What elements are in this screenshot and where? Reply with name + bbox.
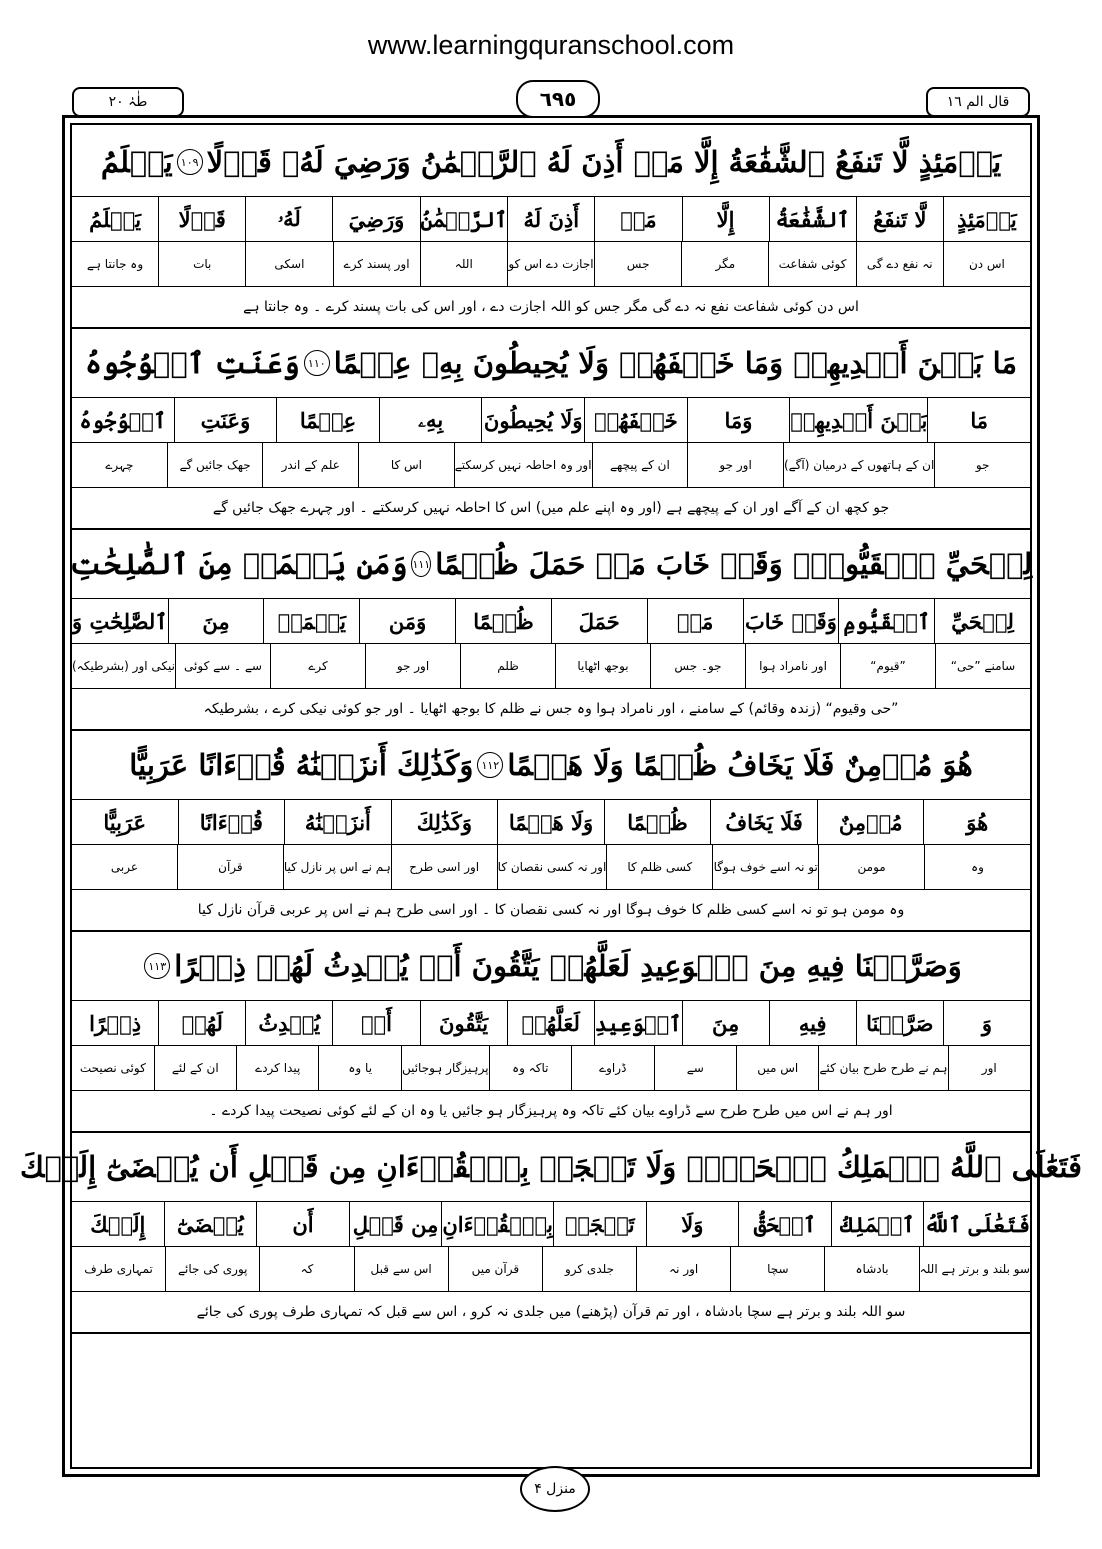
- word-row: [72, 1202, 1030, 1247]
- arabic-word: ذِكۡرًا: [89, 1010, 142, 1036]
- verse-section: [72, 932, 1030, 1133]
- arabic-word: فَلَا يَخَافُ: [710, 800, 817, 844]
- meaning-row: [72, 644, 1030, 689]
- arabic-word: إِلَّا: [682, 197, 769, 241]
- juz-label: قال الم ١٦: [926, 87, 1030, 117]
- arabic-word: أَنزَلۡنَٰهُ: [284, 800, 391, 844]
- arabic-word: يَعۡمَلۡ: [263, 599, 359, 643]
- arabic-word: ٱلشَّفَٰعَةُ: [769, 197, 856, 241]
- arabic-word: وَمَا: [687, 398, 790, 442]
- arabic-word: ظُلۡمًا: [604, 800, 711, 844]
- arabic-word: أَوۡ: [332, 1001, 419, 1045]
- verse-text: مَا بَيۡنَ أَيۡدِيهِمۡ وَمَا خَلۡفَهُمۡ وَلَا يُحِيطُونَ بِهِۦ عِلۡمًا: [333, 346, 1018, 380]
- arabic-word: صَرَّفۡنَا: [856, 1001, 943, 1045]
- urdu-meaning: اور جو: [365, 644, 460, 688]
- arabic-word: ٱلۡوَعِيدِ: [594, 1001, 682, 1045]
- urdu-meaning: تمہاری طرف: [84, 1262, 153, 1276]
- arabic-word: يَوۡمَئِذٍ: [943, 197, 1030, 241]
- arabic-word: فَتَعَٰلَى ٱللَّهُ: [923, 1202, 1030, 1246]
- urdu-meaning: کسی ظلم کا: [606, 845, 712, 889]
- arabic-word: إِلَيۡكَ: [90, 1211, 146, 1237]
- urdu-meaning: پوری کی جائے: [165, 1247, 259, 1291]
- verse-section: [72, 731, 1030, 932]
- urdu-meaning: مگر: [681, 242, 768, 286]
- arabic-word: لَعَلَّهُمۡ: [507, 1001, 594, 1045]
- meaning-row: [72, 242, 1030, 287]
- meaning-row: [72, 443, 1030, 488]
- urdu-translation: اس دن کوئی شفاعت نفع نہ دے گی مگر جس کو اللہ اجازت دے ، اور اس کی بات پسند کرے ۔ وہ جانتا ہے: [243, 299, 859, 315]
- surah-label: طٰہٰ ٢٠: [72, 87, 184, 117]
- urdu-meaning: جلدی کرو: [542, 1247, 636, 1291]
- urdu-meaning: قرآن میں: [448, 1247, 542, 1291]
- verse-section: [72, 329, 1030, 530]
- urdu-meaning: اور: [948, 1046, 1030, 1090]
- arabic-word: لَّا تَنفَعُ: [856, 197, 943, 241]
- urdu-meaning: جس: [594, 242, 681, 286]
- arabic-word: وَلَا يُحِيطُونَ: [481, 398, 584, 442]
- arabic-word: وَلَا: [646, 1202, 739, 1246]
- urdu-meaning: تاکہ وہ: [489, 1046, 571, 1090]
- urdu-meaning: عربی: [110, 860, 139, 874]
- arabic-word: عَرَبِيًّا: [103, 809, 147, 835]
- urdu-meaning: کہ: [259, 1247, 353, 1291]
- urdu-meaning: چہرے: [105, 458, 134, 472]
- arabic-word: يُقۡضَىٰٓ: [164, 1202, 257, 1246]
- urdu-meaning: جو: [934, 443, 1030, 487]
- urdu-meaning: ہم نے طرح طرح بیان کئے: [818, 1046, 947, 1090]
- arabic-word: فِيهِ: [769, 1001, 856, 1045]
- urdu-meaning: ظلم: [460, 644, 555, 688]
- arabic-word: يَتَّقُونَ: [420, 1001, 507, 1045]
- urdu-meaning: جو۔ جس: [650, 644, 745, 688]
- urdu-meaning: ڈراوے: [571, 1046, 653, 1090]
- meaning-row: [72, 845, 1030, 890]
- urdu-meaning: نہ نفع دے گی: [856, 242, 943, 286]
- word-row: [72, 1001, 1030, 1046]
- arabic-word: ٱلۡحَقُّ: [738, 1202, 831, 1246]
- urdu-meaning: اس دن: [943, 242, 1030, 286]
- urdu-meaning: اجازت دے اس کو: [507, 242, 594, 286]
- urdu-meaning: پیدا کردے: [236, 1046, 318, 1090]
- urdu-meaning: اس کا: [358, 443, 454, 487]
- urdu-meaning: سے ۔ سے کوئی: [175, 644, 270, 688]
- arabic-word: مَنۡ: [594, 197, 681, 241]
- urdu-meaning: یا وہ: [318, 1046, 400, 1090]
- verse-section: [20, 1133, 1082, 1334]
- arabic-word: تَعۡجَلۡ: [553, 1202, 646, 1246]
- urdu-meaning: اور پسند کرے: [333, 242, 420, 286]
- urdu-meaning: بوجھ اٹھایا: [555, 644, 650, 688]
- arabic-word: وَكَذَٰلِكَ: [391, 800, 498, 844]
- urdu-meaning: کوئی شفاعت: [768, 242, 855, 286]
- arabic-word: وَرَضِيَ: [332, 197, 419, 241]
- arabic-verse: [69, 530, 1033, 599]
- meaning-row: [72, 1046, 1030, 1091]
- word-row: [72, 197, 1030, 242]
- urdu-meaning: تو نہ اسے خوف ہوگا: [712, 845, 818, 889]
- ayah-number: ١١٣: [144, 953, 170, 979]
- arabic-word: أَن: [256, 1202, 349, 1246]
- verse-section: [69, 530, 1033, 731]
- urdu-meaning: پرہیزگار ہوجائیں: [401, 1046, 489, 1090]
- arabic-word: مَنۡ: [647, 599, 743, 643]
- arabic-word: هُوَ: [923, 800, 1030, 844]
- arabic-word: مِنَ: [168, 599, 264, 643]
- urdu-meaning: وہ: [924, 845, 1030, 889]
- urdu-meaning: سے: [654, 1046, 736, 1090]
- urdu-meaning: سو بلند و برتر ہے اللہ: [919, 1247, 1030, 1291]
- arabic-word: وَ: [943, 1001, 1030, 1045]
- arabic-word: عِلۡمًا: [276, 398, 379, 442]
- arabic-word: لَهُۥ: [245, 197, 332, 241]
- urdu-meaning: ان کے ہاتھوں کے درمیان (آگے): [783, 443, 934, 487]
- word-row: [72, 599, 1030, 644]
- urdu-meaning: اسکی: [245, 242, 332, 286]
- verse-text: وَصَرَّفۡنَا فِيهِ مِنَ ٱلۡوَعِيدِ لَعَلَّهُمۡ يَتَّقُونَ أَوۡ يُحۡدِثُ لَهُمۡ ذِكۡرًا: [174, 949, 962, 983]
- arabic-word: أَذِنَ لَهُ: [507, 197, 594, 241]
- urdu-meaning: اور اسی طرح: [391, 845, 497, 889]
- urdu-translation: جو کچھ ان کے آگے اور ان کے پیچھے ہے (اور وہ اپنے علم میں) اس کا احاطہ نہیں کرسکتے ۔ اور چہرے جھک جائیں گے: [212, 500, 890, 516]
- urdu-meaning: وہ جانتا ہے: [86, 257, 144, 271]
- meaning-row: [72, 1247, 1030, 1292]
- urdu-meaning: نیکی اور (بشرطیکہ): [71, 659, 175, 673]
- arabic-word: ٱلۡقَيُّومِ: [838, 599, 934, 643]
- arabic-word: بَيۡنَ أَيۡدِيهِمۡ: [789, 398, 927, 442]
- arabic-word: يُحۡدِثُ: [245, 1001, 332, 1045]
- urdu-meaning: اور نہ: [636, 1247, 730, 1291]
- verse-text: لِلۡحَيِّ ٱلۡقَيُّومِۖ وَقَدۡ خَابَ مَنۡ حَمَلَ ظُلۡمًا: [435, 547, 1033, 581]
- arabic-word: مَا: [927, 398, 1030, 442]
- urdu-meaning: ”قیوم“: [840, 644, 935, 688]
- urdu-meaning: قرآن: [177, 845, 283, 889]
- word-row: [72, 398, 1030, 443]
- ayah-number: ١١١: [411, 551, 431, 577]
- urdu-meaning: ان کے پیچھے: [592, 443, 688, 487]
- arabic-word: يَعۡلَمُ: [89, 206, 142, 232]
- arabic-word: ٱلۡمَلِكُ: [831, 1202, 924, 1246]
- arabic-verse: [72, 731, 1030, 800]
- arabic-word: وَلَا هَضۡمًا: [497, 800, 604, 844]
- word-row: [72, 800, 1030, 845]
- arabic-word: مِن قَبۡلِ: [349, 1202, 442, 1246]
- page-number: ٦٩٥: [516, 80, 600, 118]
- urdu-meaning: اس سے قبل: [354, 1247, 448, 1291]
- urdu-translation: وہ مومن ہو تو نہ اسے کسی ظلم کا خوف ہوگا اور نہ کسی نقصان کا ۔ اور اسی طرح ہم نے اس پر عربی قرآن نازل کیا: [197, 902, 905, 918]
- urdu-meaning: اور جو: [687, 443, 783, 487]
- arabic-verse: [72, 128, 1030, 197]
- ayah-number: ١٠٩: [177, 149, 203, 175]
- arabic-word: خَلۡفَهُمۡ: [584, 398, 687, 442]
- arabic-word: مِنَ: [682, 1001, 769, 1045]
- verses-content: [20, 128, 1082, 1334]
- arabic-word: حَمَلَ: [551, 599, 647, 643]
- arabic-word: بِهِۦ: [379, 398, 482, 442]
- urdu-meaning: سچا: [730, 1247, 824, 1291]
- website-url: www.learningquranschool.com: [367, 30, 735, 60]
- arabic-word: لِلۡحَيِّ: [934, 599, 1030, 643]
- arabic-word: ظُلۡمًا: [455, 599, 551, 643]
- urdu-meaning: اور نامراد ہوا: [745, 644, 840, 688]
- verse-text: هُوَ مُؤۡمِنٌ فَلَا يَخَافُ ظُلۡمًا وَلَا هَضۡمًا: [507, 748, 973, 782]
- arabic-word: ٱلرَّحۡمَٰنُ: [420, 197, 508, 241]
- urdu-meaning: بادشاہ: [824, 1247, 918, 1291]
- arabic-word: وَمَن: [359, 599, 455, 643]
- verse-text: يَوۡمَئِذٍ لَّا تَنفَعُ ٱلشَّفَٰعَةُ إِلَّا مَنۡ أَذِنَ لَهُ ٱلرَّحۡمَٰنُ وَرَضِيَ لَهُۥ قَوۡلًا: [206, 145, 1002, 179]
- verse-continuation: وَعَنَتِ ٱلۡوُجُوهُ: [84, 346, 300, 380]
- arabic-verse: [20, 1133, 1082, 1202]
- urdu-meaning: اس میں: [736, 1046, 818, 1090]
- urdu-meaning: اور وہ احاطہ نہیں کرسکتے: [454, 443, 592, 487]
- verse-continuation: وَكَذَٰلِكَ أَنزَلۡنَٰهُ قُرۡءَانًا عَرَبِيًّا: [129, 748, 474, 782]
- urdu-meaning: ہم نے اس پر نازل کیا: [283, 845, 391, 889]
- urdu-translation: سو اللہ بلند و برتر ہے سچا بادشاہ ، اور تم قرآن (پڑھنے) میں جلدی نہ کرو ، اس سے قبل کہ تمہاری طرف پوری کی جائے: [196, 1304, 906, 1320]
- verse-text: فَتَعَٰلَى ٱللَّهُ ٱلۡمَلِكُ ٱلۡحَقُّۗ وَلَا تَعۡجَلۡ بِٱلۡقُرۡءَانِ مِن قَبۡلِ أَن يُقۡضَىٰٓ إِلَيۡكَ: [20, 1150, 1082, 1184]
- arabic-word: ٱلصَّٰلِحَٰتِ وَ: [72, 608, 168, 634]
- verse-section: [72, 128, 1030, 329]
- arabic-word: قُرۡءَانًا: [178, 800, 285, 844]
- manzil-marker: منزل ۴: [520, 1466, 590, 1512]
- arabic-word: مُؤۡمِنٌ: [817, 800, 924, 844]
- urdu-meaning: کرے: [270, 644, 365, 688]
- ayah-number: ١١٢: [477, 752, 503, 778]
- arabic-verse: [72, 932, 1030, 1001]
- urdu-meaning: مومن: [818, 845, 924, 889]
- arabic-word: ٱلۡوُجُوهُ: [79, 407, 167, 433]
- arabic-word: قَوۡلًا: [158, 197, 245, 241]
- arabic-word: لَهُمۡ: [158, 1001, 245, 1045]
- arabic-word: وَقَدۡ خَابَ: [743, 599, 839, 643]
- arabic-word: وَعَنَتِ: [174, 398, 277, 442]
- arabic-word: بِٱلۡقُرۡءَانِ: [441, 1202, 553, 1246]
- urdu-meaning: علم کے اندر: [262, 443, 358, 487]
- urdu-translation: ”حی وقیوم“ (زندہ وقائم) کے سامنے ، اور نامراد ہوا وہ جس نے ظلم کا بوجھ اٹھایا ۔ اور جو کوئی نیکی کرے ، بشرطیکہ: [203, 701, 899, 717]
- urdu-meaning: اللہ: [420, 242, 507, 286]
- urdu-meaning: بات: [158, 242, 245, 286]
- urdu-meaning: سامنے ”حی“: [935, 644, 1030, 688]
- verse-continuation: وَمَن يَعۡمَلۡ مِنَ ٱلصَّٰلِحَٰتِ: [69, 547, 408, 581]
- verse-continuation: يَعۡلَمُ: [100, 145, 173, 179]
- arabic-verse: [72, 329, 1030, 398]
- urdu-translation: اور ہم نے اس میں طرح طرح سے ڈراوے بیان کئے تاکہ وہ پرہیزگار ہو جائیں یا وہ ان کے لئے کوئی نصیحت پیدا کردے ۔: [209, 1103, 893, 1119]
- ayah-number: ١١٠: [304, 350, 330, 376]
- urdu-meaning: کوئی نصیحت: [79, 1061, 146, 1075]
- urdu-meaning: اور نہ کسی نقصان کا: [497, 845, 607, 889]
- urdu-meaning: ان کے لئے: [154, 1046, 236, 1090]
- urdu-meaning: جھک جائیں گے: [167, 443, 263, 487]
